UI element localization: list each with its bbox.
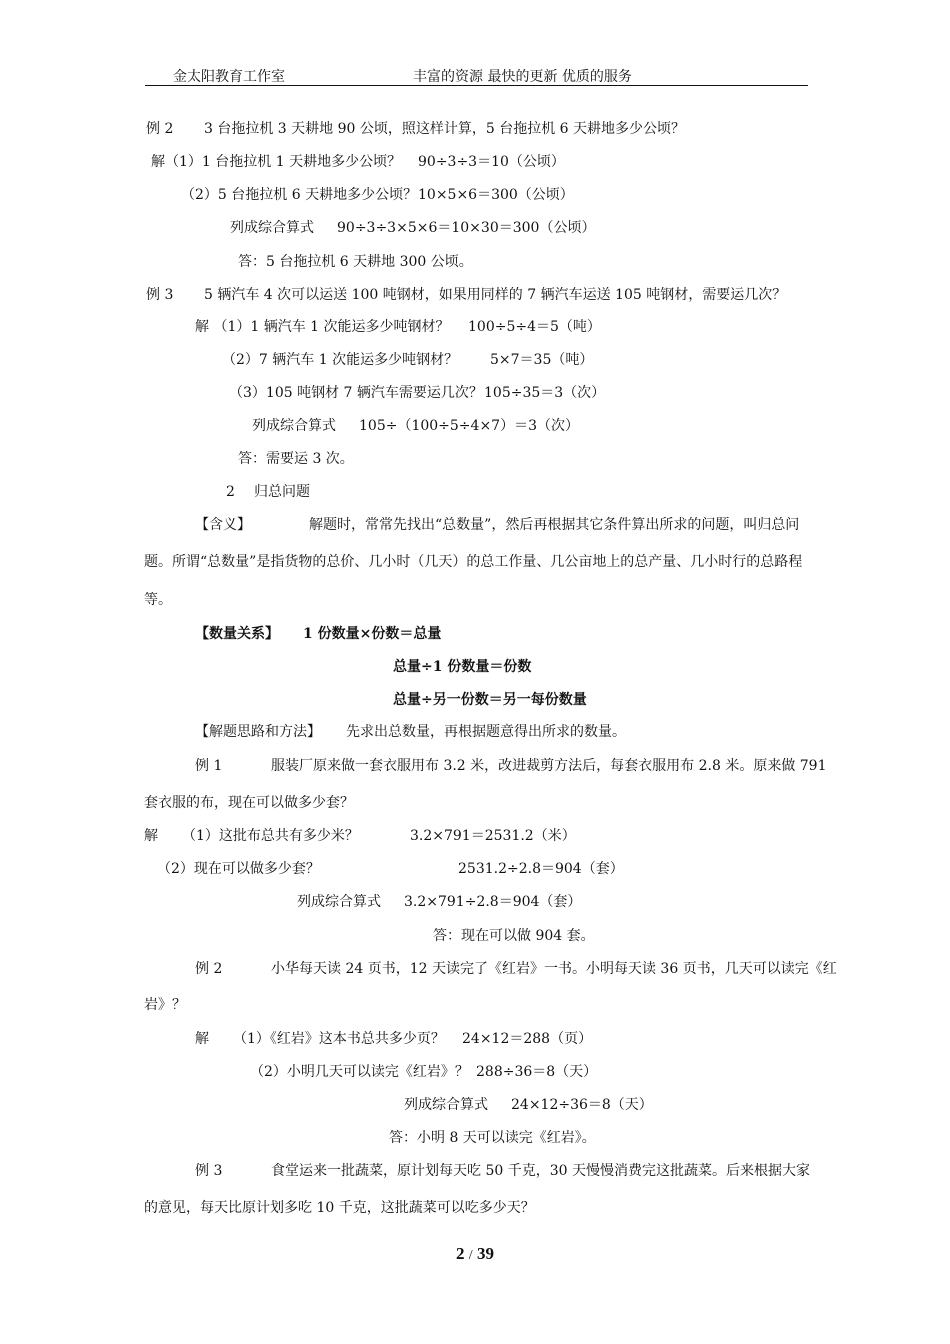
quantity-relation-label: 【数量关系】 [195,626,279,642]
step-label: （2）现在可以做多少套？ [157,861,320,877]
step-formula: 5×7＝35（吨） [490,352,594,368]
section-title: 归总问题 [254,484,310,500]
relation-formula: 总量÷另一份数＝另一每份数量 [393,692,587,708]
example-2-b-question-cont: 岩》？ [144,997,186,1013]
step-label: （2）小明几天可以读完《红岩》？ [250,1064,469,1080]
method-label: 【解题思路和方法】 [195,724,321,740]
solution-label: 解 [144,828,158,844]
combined-formula-label: 列成综合算式 [297,894,381,910]
example-1-label: 例 1 [195,758,223,774]
solution-label: 解 [195,1031,209,1047]
step-formula: 288÷36＝8（天） [476,1064,598,1080]
answer: 答：5 台拖拉机 6 天耕地 300 公顷。 [238,254,473,270]
example-3-b-label: 例 3 [195,1163,223,1179]
example-2-b-question: 小华每天读 24 页书，12 天读完了《红岩》一书。小明每天读 36 页书，几天可以读完《红 [271,961,837,977]
example-1-question: 服装厂原来做一套衣服用布 3.2 米，改进裁剪方法后，每套衣服用布 2.8 米。原来做 791 [271,758,827,774]
example-3-a-label: 例 3 [146,287,174,303]
answer: 答：现在可以做 904 套。 [433,928,595,944]
step-formula: 2531.2÷2.8＝904（套） [458,861,624,877]
step-formula: 10×5×6＝300（公顷） [418,187,574,203]
section-number: 2 [226,484,235,500]
header-left: 金太阳教育工作室 [173,69,285,85]
combined-formula: 105÷（100÷5÷4×7）＝3（次） [359,418,579,434]
relation-formula: 总量÷1 份数量＝份数 [393,659,532,675]
step-label: （2）5 台拖拉机 6 天耕地多少公顷？ [181,187,418,203]
page-number [0,1244,950,1264]
step-label: （2）7 辆汽车 1 次能运多少吨钢材？ [222,352,459,368]
method-text: 先求出总数量，再根据题意得出所求的数量。 [346,724,626,740]
step-label: （1）这批布总共有多少米？ [182,828,359,844]
combined-formula-label: 列成综合算式 [252,418,336,434]
header-right: 丰富的资源 最快的更新 优质的服务 [413,69,632,85]
meaning-text-end: 等。 [144,592,172,608]
step-label: （3）105 吨钢材 7 辆汽车需要运几次？ [229,385,483,401]
combined-formula: 24×12÷36＝8（天） [511,1097,653,1113]
step-formula: 100÷5÷4＝5（吨） [468,319,601,335]
step-label: （1）《红岩》这本书总共多少页？ [233,1031,445,1047]
combined-formula-label: 列成综合算式 [404,1097,488,1113]
step-formula: 24×12＝288（页） [462,1031,593,1047]
combined-formula: 3.2×791÷2.8＝904（套） [404,894,582,910]
meaning-text-cont: 题。所谓“总数量”是指货物的总价、几小时（几天）的总工作量、几公亩地上的总产量、几小时行的总路程 [144,554,803,570]
example-1-question-cont: 套衣服的布，现在可以做多少套？ [144,795,354,811]
example-2-a-question: 3 台拖拉机 3 天耕地 90 公顷，照这样计算，5 台拖拉机 6 天耕地多少公顷？ [204,121,686,137]
example-3-b-question-cont: 的意见，每天比原计划多吃 10 千克，这批蔬菜可以吃多少天？ [144,1200,535,1216]
step-formula: 105÷35＝3（次） [484,385,606,401]
page-separator: / [468,1248,473,1263]
example-2-b-label: 例 2 [195,961,223,977]
answer: 答：需要运 3 次。 [238,451,354,467]
header-rule [145,85,808,86]
combined-formula: 90÷3÷3×5×6＝10×30＝300（公顷） [337,220,596,236]
total-pages: 39 [476,1244,494,1263]
example-3-b-question: 食堂运来一批蔬菜，原计划每天吃 50 千克，30 天慢慢消费完这批蔬菜。后来根据大家 [271,1163,810,1179]
answer: 答：小明 8 天可以读完《红岩》。 [389,1130,596,1146]
example-2-a-label: 例 2 [146,121,174,137]
combined-formula-label: 列成综合算式 [230,220,314,236]
current-page: 2 [456,1244,465,1263]
step-label: 解 （1）1 辆汽车 1 次能运多少吨钢材？ [195,319,450,335]
step-formula: 90÷3÷3＝10（公顷） [418,154,565,170]
step-label: 解（1）1 台拖拉机 1 天耕地多少公顷？ [151,154,402,170]
meaning-label: 【含义】 [195,517,251,533]
example-3-a-question: 5 辆汽车 4 次可以运送 100 吨钢材，如果用同样的 7 辆汽车运送 105 吨钢材，需要运几次？ [204,287,787,303]
meaning-text: 解题时，常常先找出“总数量”，然后再根据其它条件算出所求的问题，叫归总问 [309,517,800,533]
relation-formula: 1 份数量×份数＝总量 [303,626,442,642]
step-formula: 3.2×791＝2531.2（米） [410,828,576,844]
